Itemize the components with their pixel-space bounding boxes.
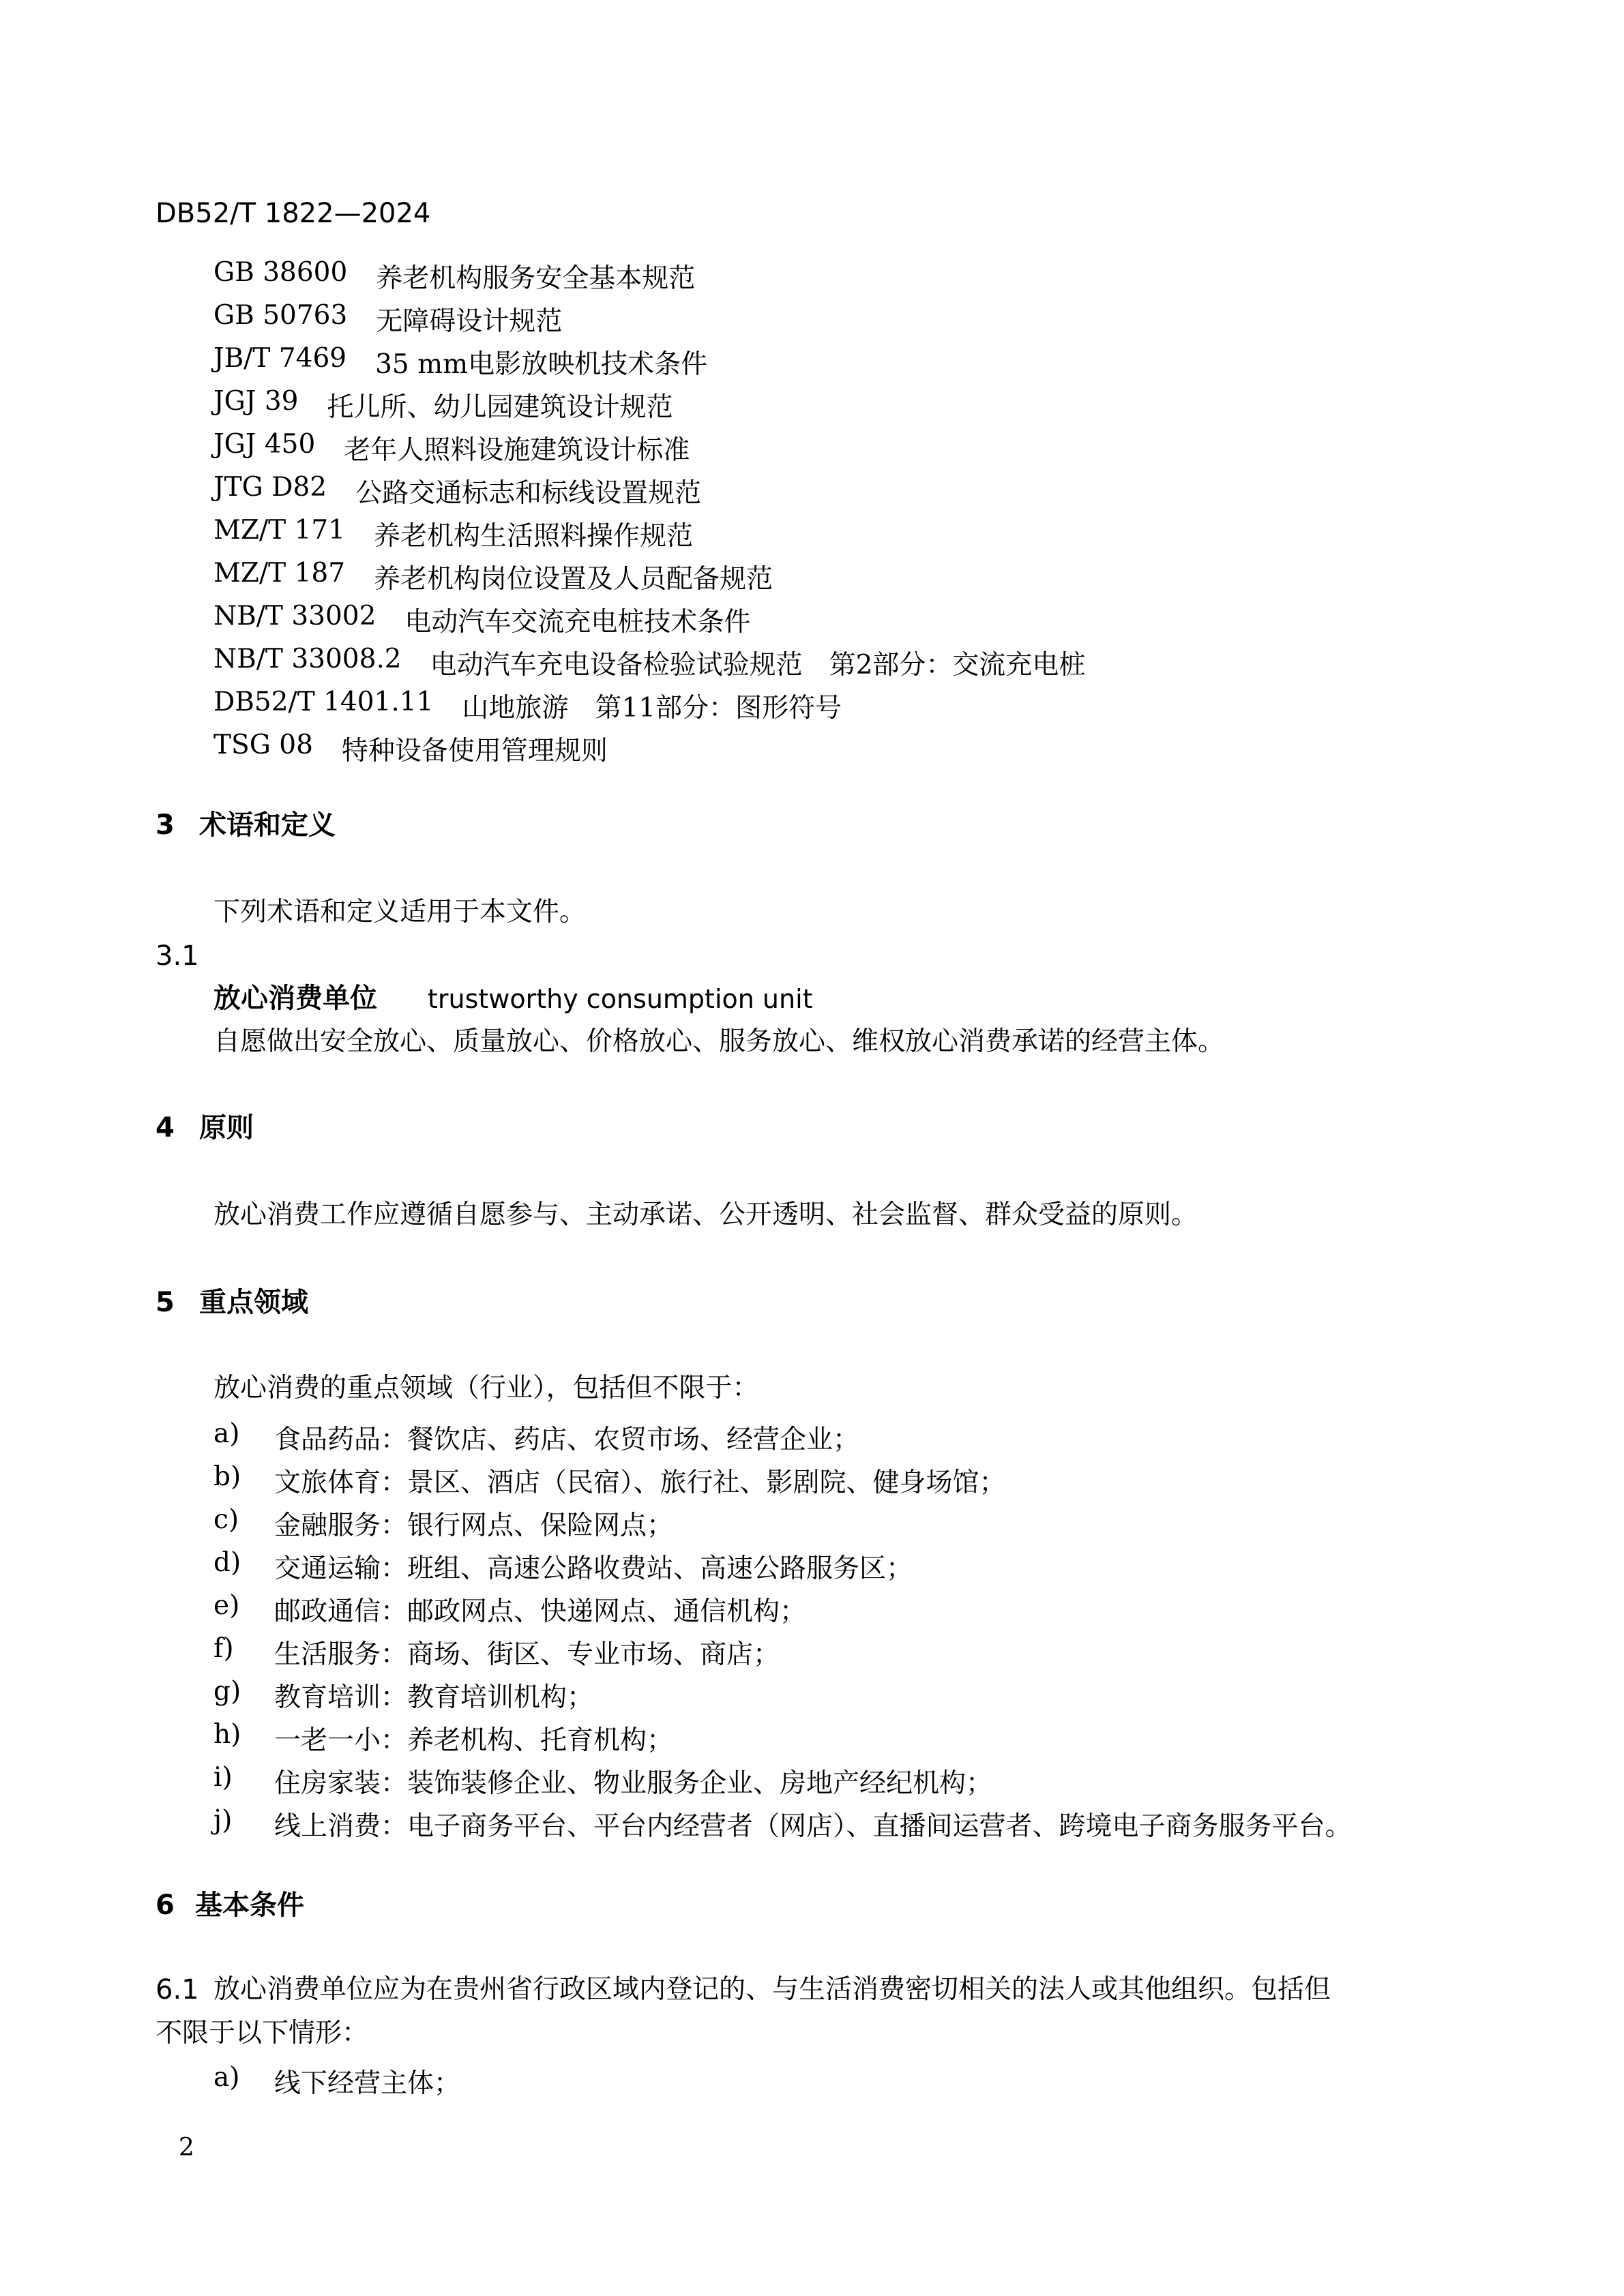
clause-6-1-number: 6.1	[156, 1974, 199, 2006]
list-item-marker: h)	[213, 1719, 241, 1750]
list-item-marker: e)	[213, 1590, 240, 1621]
list-item-marker: g)	[213, 1676, 241, 1707]
list-item-marker: a)	[213, 1418, 240, 1449]
page-number: 2	[179, 2134, 194, 2162]
section-4-title: 原则	[199, 1112, 254, 1144]
reference-title: 养老机构生活照料操作规范	[374, 521, 694, 552]
list-item-text: 线下经营主体；	[274, 2068, 461, 2099]
reference-code: TSG 08	[213, 730, 313, 760]
list-item-text: 线上消费：电子商务平台、平台内经营者（网店）、直播间运营者、跨境电子商务服务平台。	[274, 1811, 1352, 1842]
reference-title: 特种设备使用管理规则	[341, 736, 608, 766]
list-item-text: 住房家装：装饰装修企业、物业服务企业、房地产经纪机构；	[274, 1768, 993, 1799]
reference-title: 山地旅游 第11部分：图形符号	[462, 693, 842, 724]
reference-code: NB/T 33008.2	[213, 644, 402, 674]
section-5-intro: 放心消费的重点领域（行业），包括但不限于：	[213, 1373, 759, 1403]
section-5-title: 重点领域	[199, 1287, 308, 1318]
list-item-marker: j)	[213, 1805, 233, 1836]
reference-title: 养老机构岗位设置及人员配备规范	[374, 564, 773, 595]
list-item-marker: c)	[213, 1504, 239, 1535]
section-4-body: 放心消费工作应遵循自愿参与、主动承诺、公开透明、社会监督、群众受益的原则。	[213, 1199, 1198, 1230]
list-item-text: 食品药品：餐饮店、药店、农贸市场、经营企业；	[274, 1425, 860, 1455]
reference-title: 公路交通标志和标线设置规范	[355, 478, 702, 509]
section-6-title: 基本条件	[195, 1890, 304, 1921]
reference-title: 电动汽车交流充电桩技术条件	[404, 607, 751, 638]
section-6-number: 6	[156, 1890, 175, 1921]
reference-title: 托儿所、幼儿园建筑设计规范	[327, 392, 673, 423]
section-3-number: 3	[156, 809, 175, 841]
term-chinese: 放心消费单位	[213, 983, 377, 1014]
clause-6-1-line1: 放心消费单位应为在贵州省行政区域内登记的、与生活消费密切相关的法人或其他组织。包括但	[213, 1974, 1331, 2005]
list-item-text: 交通运输：班组、高速公路收费站、高速公路服务区；	[274, 1553, 913, 1584]
list-item-text: 教育培训：教育培训机构；	[274, 1682, 594, 1713]
list-item-text: 金融服务：银行网点、保险网点；	[274, 1510, 674, 1541]
reference-code: JB/T 7469	[213, 343, 347, 374]
term-english: trustworthy consumption unit	[428, 984, 813, 1014]
reference-code: GB 50763	[213, 300, 348, 331]
list-item-marker: d)	[213, 1547, 241, 1578]
reference-title: 养老机构服务安全基本规范	[376, 263, 696, 294]
reference-title: 老年人照料设施建筑设计标准	[344, 435, 690, 466]
term-definition: 自愿做出安全放心、质量放心、价格放心、服务放心、维权放心消费承诺的经营主体。	[213, 1026, 1225, 1057]
reference-code: JGJ 450	[213, 429, 316, 460]
list-item-marker: i)	[213, 1762, 233, 1793]
reference-code: MZ/T 187	[213, 558, 346, 588]
reference-title: 无障碍设计规范	[376, 306, 563, 337]
doc-code-header: DB52/T 1822—2024	[156, 198, 431, 229]
reference-title: 电动汽车充电设备检验试验规范 第2部分：交流充电桩	[430, 650, 1086, 681]
reference-code: GB 38600	[213, 257, 348, 288]
section-4-number: 4	[156, 1112, 175, 1144]
section-3-intro: 下列术语和定义适用于本文件。	[213, 897, 587, 927]
list-item-marker: b)	[213, 1461, 241, 1492]
list-item-text: 文旅体育：景区、酒店（民宿）、旅行社、影剧院、健身场馆；	[274, 1467, 1006, 1498]
reference-code: JGJ 39	[213, 386, 299, 417]
list-item-text: 邮政通信：邮政网点、快递网点、通信机构；	[274, 1596, 807, 1627]
section-5-number: 5	[156, 1287, 175, 1318]
reference-code: NB/T 33002	[213, 601, 377, 631]
reference-code: MZ/T 171	[213, 515, 346, 546]
list-item-text: 一老一小：养老机构、托育机构；	[274, 1725, 674, 1756]
list-item-marker: f)	[213, 1633, 234, 1664]
clause-6-1-line2: 不限于以下情形：	[156, 2018, 369, 2048]
list-item-marker: a)	[213, 2062, 240, 2093]
reference-code: DB52/T 1401.11	[213, 687, 434, 717]
term-number: 3.1	[156, 940, 199, 972]
list-item-text: 生活服务：商场、街区、专业市场、商店；	[274, 1639, 780, 1670]
section-3-title: 术语和定义	[199, 809, 336, 841]
reference-code: JTG D82	[213, 472, 327, 503]
reference-title: 35 mm电影放映机技术条件	[375, 349, 708, 380]
